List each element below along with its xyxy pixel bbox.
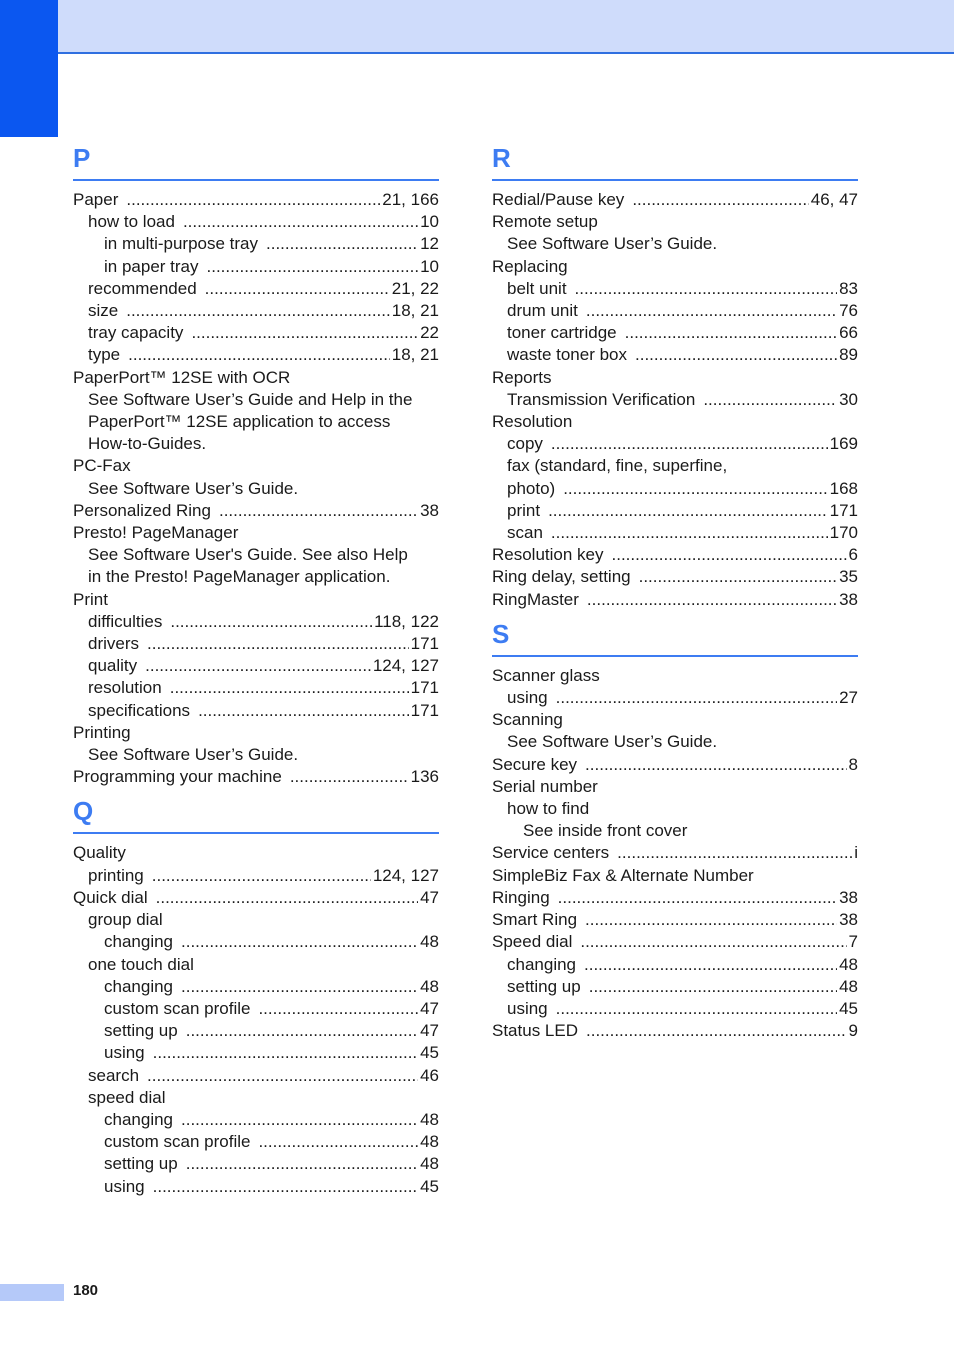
index-entry (73, 954, 439, 976)
dot-leader (290, 766, 409, 788)
dot-leader (207, 256, 419, 278)
index-entry (492, 544, 858, 566)
dot-leader (584, 954, 837, 976)
entry-term: Ring delay, setting (492, 567, 631, 587)
entry-term: Ringing (492, 887, 550, 907)
entry-term: in multi-purpose tray (104, 234, 259, 254)
entry-pages: 38 (839, 589, 858, 609)
entry-pages: 118, 122 (374, 611, 439, 631)
dot-leader (635, 344, 837, 366)
entry-term: in the Presto! PageManager application. (88, 567, 391, 587)
dot-leader (147, 633, 409, 655)
entry-pages: i (854, 843, 858, 863)
dot-leader (219, 500, 418, 522)
index-entry (73, 233, 439, 255)
index-entry (492, 589, 858, 611)
dot-leader (580, 931, 846, 953)
section-letter: R (492, 141, 858, 181)
dot-leader (585, 754, 846, 776)
entry-term: specifications (88, 700, 191, 720)
entry-term: type (88, 345, 121, 365)
entry-term: Print (73, 589, 108, 609)
dot-leader (126, 189, 380, 211)
dot-leader (191, 322, 418, 344)
dot-leader (548, 500, 828, 522)
index-entry (492, 322, 858, 344)
dot-leader (587, 589, 837, 611)
index-entry (73, 1176, 439, 1198)
entry-pages: 76 (839, 301, 858, 321)
entry-pages: 38 (839, 910, 858, 930)
entry-term: Presto! PageManager (73, 523, 239, 543)
entry-term: using (507, 688, 548, 708)
entry-pages: 21, 166 (382, 190, 439, 209)
entry-pages: 12 (420, 234, 439, 254)
entry-term: Secure key (492, 754, 578, 774)
entry-term: Remote setup (492, 212, 598, 232)
index-section-r (492, 141, 858, 611)
dot-leader (152, 865, 371, 887)
dot-leader (632, 189, 808, 211)
index-entry (73, 500, 439, 522)
entry-term: group dial (88, 910, 163, 930)
entry-term: See Software User’s Guide. (507, 234, 718, 254)
dot-leader (156, 887, 418, 909)
entry-pages: 18, 21 (391, 301, 439, 321)
index-entry (492, 865, 858, 887)
entry-pages: 9 (848, 1021, 858, 1041)
dot-leader (575, 278, 838, 300)
entry-pages: 47 (420, 998, 439, 1018)
index-entry (492, 233, 858, 255)
index-entry (73, 389, 439, 411)
entry-term: Printing (73, 722, 131, 742)
index-entry (73, 842, 439, 864)
entry-term: Personalized Ring (73, 500, 211, 520)
index-entry (492, 931, 858, 953)
index-column-right (492, 141, 858, 1048)
index-entry (492, 500, 858, 522)
entry-term: Service centers (492, 843, 610, 863)
entry-pages: 7 (848, 932, 858, 952)
index-entry (73, 455, 439, 477)
entry-term: how to load (88, 212, 175, 232)
entry-pages: 30 (839, 389, 858, 409)
entry-term: setting up (507, 976, 581, 996)
index-entry (73, 1131, 439, 1153)
entry-term: toner cartridge (507, 323, 617, 343)
index-entry (73, 1065, 439, 1087)
entry-term: Quick dial (73, 887, 148, 907)
index-entry (73, 1020, 439, 1042)
index-entry (73, 744, 439, 766)
entry-pages: 38 (420, 500, 439, 520)
index-entry (73, 887, 439, 909)
entry-pages: 169 (829, 434, 858, 454)
entry-pages: 48 (420, 1109, 439, 1129)
index-entry (492, 909, 858, 931)
dot-leader (266, 233, 418, 255)
entry-pages: 168 (829, 478, 858, 498)
dot-leader (589, 976, 837, 998)
index-entry (73, 655, 439, 677)
index-entry (73, 766, 439, 788)
index-entry (492, 820, 858, 842)
entry-pages: 48 (839, 976, 858, 996)
index-entry (73, 700, 439, 722)
index-entry (73, 256, 439, 278)
entry-pages: 48 (420, 976, 439, 996)
dot-leader (128, 344, 390, 366)
dot-leader (639, 566, 837, 588)
dot-leader (147, 1065, 418, 1087)
index-entry (73, 931, 439, 953)
entry-term: PaperPort™ 12SE application to access (88, 412, 391, 432)
entry-term: See Software User's Guide. See also Help (88, 545, 408, 565)
entry-term: tray capacity (88, 323, 184, 343)
entry-pages: 46, 47 (810, 190, 858, 209)
index-entry (492, 566, 858, 588)
entry-term: using (507, 998, 548, 1018)
page-number: 180 (73, 1282, 99, 1299)
entry-pages: 124, 127 (372, 656, 439, 676)
entry-term: Resolution key (492, 545, 604, 565)
dot-leader (153, 1176, 418, 1198)
index-entry (73, 865, 439, 887)
index-column-left (73, 141, 439, 1204)
index-entry (73, 544, 439, 566)
entry-term: using (104, 1043, 145, 1063)
entry-pages: 48 (420, 1154, 439, 1174)
index-entry (73, 322, 439, 344)
entry-term: Serial number (492, 776, 598, 796)
index-entry (492, 798, 858, 820)
entry-pages: 18, 21 (391, 345, 439, 365)
index-entry (492, 189, 858, 211)
entry-term: difficulties (88, 611, 163, 631)
index-entry (73, 1042, 439, 1064)
entry-pages: 124, 127 (372, 865, 439, 885)
index-entry (73, 344, 439, 366)
entry-pages: 136 (410, 767, 439, 787)
entry-pages: 47 (420, 1021, 439, 1041)
entry-term: copy (507, 434, 543, 454)
entry-term: See inside front cover (523, 821, 688, 841)
entry-term: custom scan profile (104, 998, 251, 1018)
entry-term: See Software User’s Guide. (88, 478, 299, 498)
index-entry (492, 300, 858, 322)
entry-term: PC-Fax (73, 456, 131, 476)
dot-leader (170, 611, 372, 633)
entry-pages: 46 (420, 1065, 439, 1085)
entry-pages: 6 (848, 545, 858, 565)
entry-term: photo) (507, 478, 556, 498)
chapter-tab (0, 0, 58, 137)
entry-pages: 47 (420, 887, 439, 907)
entry-term: speed dial (88, 1087, 166, 1107)
entry-term: custom scan profile (104, 1132, 251, 1152)
dot-leader (181, 931, 418, 953)
dot-leader (586, 300, 837, 322)
entry-term: one touch dial (88, 954, 194, 974)
dot-leader (153, 1042, 418, 1064)
entry-term: RingMaster (492, 589, 579, 609)
entry-term: Scanner glass (492, 665, 600, 685)
index-entry (492, 478, 858, 500)
entry-term: Status LED (492, 1021, 578, 1041)
entry-pages: 21, 22 (391, 278, 439, 298)
dot-leader (558, 887, 837, 909)
entry-term: printing (88, 865, 144, 885)
entry-pages: 89 (839, 345, 858, 365)
entry-term: belt unit (507, 278, 567, 298)
entry-term: fax (standard, fine, superfine, (507, 456, 728, 476)
dot-leader (145, 655, 371, 677)
dot-leader (617, 842, 852, 864)
entry-pages: 171 (829, 500, 858, 520)
entry-term: Scanning (492, 710, 563, 730)
index-entry (73, 433, 439, 455)
entry-term: drum unit (507, 301, 578, 321)
index-entry (73, 1153, 439, 1175)
entry-pages: 83 (839, 278, 858, 298)
entry-pages: 45 (839, 998, 858, 1018)
section-letter: Q (73, 794, 439, 834)
dot-leader (612, 544, 847, 566)
dot-leader (181, 1109, 418, 1131)
index-entry (492, 389, 858, 411)
entry-term: How-to-Guides. (88, 434, 207, 454)
entry-pages: 45 (420, 1043, 439, 1063)
entry-term: Redial/Pause key (492, 190, 625, 209)
entry-pages: 35 (839, 567, 858, 587)
index-entry (73, 909, 439, 931)
index-entry (73, 522, 439, 544)
entry-pages: 171 (410, 700, 439, 720)
dot-leader (551, 522, 828, 544)
entry-term: using (104, 1176, 145, 1196)
section-letter: P (73, 141, 439, 181)
entry-term: See Software User’s Guide. (507, 732, 718, 752)
index-entry (73, 589, 439, 611)
dot-leader (586, 1020, 847, 1042)
entry-term: recommended (88, 278, 197, 298)
entry-term: changing (104, 976, 174, 996)
entry-pages: 22 (420, 323, 439, 343)
entry-term: Smart Ring (492, 910, 578, 930)
index-entry (492, 278, 858, 300)
entry-term: Transmission Verification (507, 389, 696, 409)
entry-pages: 66 (839, 323, 858, 343)
entry-term: how to find (507, 799, 590, 819)
index-entry (73, 411, 439, 433)
header-rule (58, 52, 954, 54)
entry-term: changing (104, 1109, 174, 1129)
dot-leader (551, 433, 828, 455)
index-entry (73, 722, 439, 744)
entry-pages: 45 (420, 1176, 439, 1196)
index-entry (492, 976, 858, 998)
dot-leader (205, 278, 390, 300)
index-entry (73, 976, 439, 998)
entry-term: Quality (73, 843, 126, 863)
entry-term: print (507, 500, 541, 520)
entry-term: drivers (88, 634, 140, 654)
entry-term: Resolution (492, 412, 573, 432)
index-entry (492, 842, 858, 864)
footer-tab (0, 1284, 64, 1301)
entry-pages: 48 (420, 1132, 439, 1152)
entry-pages: 171 (410, 678, 439, 698)
entry-term: setting up (104, 1154, 178, 1174)
index-entry (492, 1020, 858, 1042)
index-entry (492, 776, 858, 798)
index-entry (73, 300, 439, 322)
entry-term: Speed dial (492, 932, 573, 952)
dot-leader (170, 677, 409, 699)
entry-term: quality (88, 656, 138, 676)
entry-term: See Software User’s Guide and Help in the (88, 389, 413, 409)
index-entry (492, 665, 858, 687)
entry-pages: 27 (839, 688, 858, 708)
entry-pages: 8 (848, 754, 858, 774)
index-section-s (492, 617, 858, 1042)
entry-pages: 10 (420, 256, 439, 276)
index-entry (73, 189, 439, 211)
entry-term: Paper (73, 190, 119, 209)
index-entry (492, 998, 858, 1020)
index-entry (492, 731, 858, 753)
section-letter: S (492, 617, 858, 657)
dot-leader (556, 998, 837, 1020)
entry-pages: 170 (829, 523, 858, 543)
entry-term: size (88, 301, 119, 321)
index-entry (73, 278, 439, 300)
entry-term: resolution (88, 678, 162, 698)
index-entry (73, 998, 439, 1020)
entry-term: changing (104, 932, 174, 952)
index-entry (492, 687, 858, 709)
index-entry (73, 611, 439, 633)
entry-term: changing (507, 954, 577, 974)
dot-leader (126, 300, 390, 322)
entry-term: Reports (492, 367, 552, 387)
entry-pages: 48 (839, 954, 858, 974)
entry-term: PaperPort™ 12SE with OCR (73, 367, 291, 387)
dot-leader (198, 700, 409, 722)
dot-leader (258, 998, 418, 1020)
dot-leader (258, 1131, 418, 1153)
index-section-q (73, 794, 439, 1197)
dot-leader (186, 1153, 418, 1175)
index-entry (492, 433, 858, 455)
dot-leader (181, 976, 418, 998)
index-entry (492, 411, 858, 433)
entry-term: Replacing (492, 256, 568, 276)
dot-leader (625, 322, 837, 344)
dot-leader (563, 478, 827, 500)
index-entry (73, 566, 439, 588)
entry-pages: 48 (420, 932, 439, 952)
index-entry (73, 367, 439, 389)
entry-pages: 10 (420, 212, 439, 232)
entry-term: scan (507, 523, 543, 543)
dot-leader (703, 389, 837, 411)
entry-term: See Software User’s Guide. (88, 745, 299, 765)
index-entry (73, 633, 439, 655)
index-entry (73, 1087, 439, 1109)
header-band (0, 0, 954, 52)
entry-pages: 171 (410, 634, 439, 654)
dot-leader (183, 211, 418, 233)
entry-term: in paper tray (104, 256, 199, 276)
index-entry (492, 256, 858, 278)
entry-term: Programming your machine (73, 767, 282, 787)
entry-term: setting up (104, 1021, 178, 1041)
index-entry (492, 887, 858, 909)
index-entry (492, 754, 858, 776)
index-entry (492, 709, 858, 731)
index-entry (492, 455, 858, 477)
index-entry (492, 211, 858, 233)
index-entry (73, 211, 439, 233)
entry-term: search (88, 1065, 140, 1085)
dot-leader (186, 1020, 418, 1042)
index-entry (73, 1109, 439, 1131)
index-entry (73, 677, 439, 699)
index-entry (492, 344, 858, 366)
entry-pages: 38 (839, 887, 858, 907)
dot-leader (556, 687, 837, 709)
dot-leader (585, 909, 837, 931)
index-entry (492, 522, 858, 544)
index-section-p (73, 141, 439, 788)
index-entry (73, 478, 439, 500)
entry-term: waste toner box (507, 345, 628, 365)
index-entry (492, 367, 858, 389)
entry-term: SimpleBiz Fax & Alternate Number (492, 865, 754, 885)
index-entry (492, 954, 858, 976)
